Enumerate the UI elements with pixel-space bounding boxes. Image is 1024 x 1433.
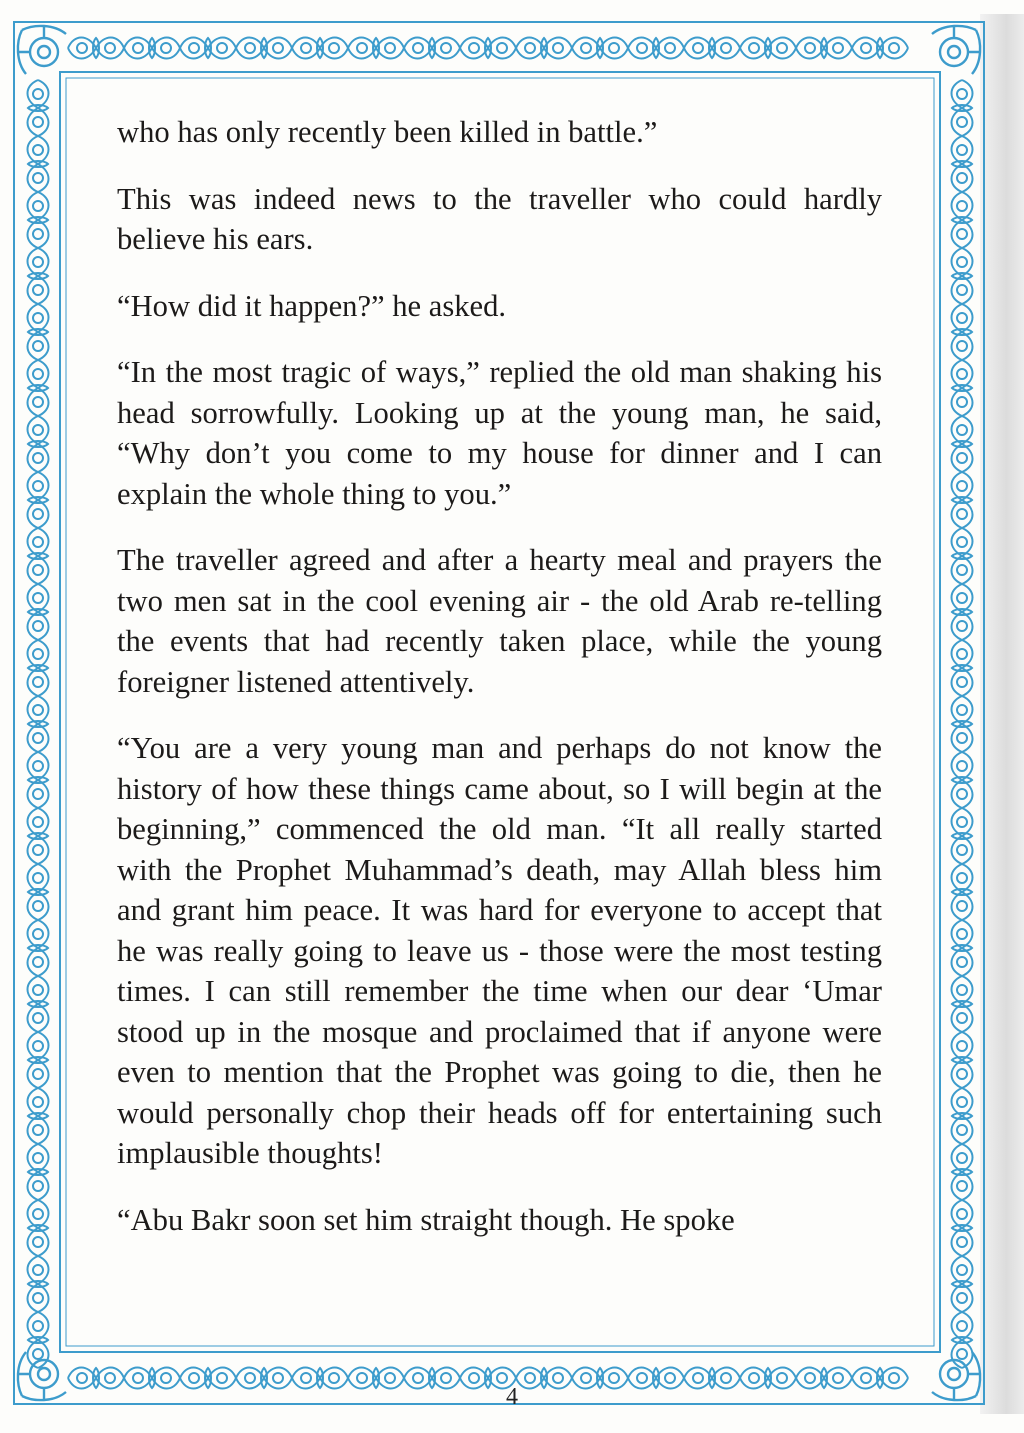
paragraph-5: The traveller agreed and after a hearty meal and prayers the two men sat in the cool evening air - the old Arab re-telling the events that had recently taken place, while the young foreigner listened attentively.	[117, 543, 882, 699]
paragraph-7: “Abu Bakr soon set him straight though. He spoke	[117, 1202, 735, 1237]
paragraph-4: “In the most tragic of ways,” replied the old man shaking his head sorrowfully. Looking up at the young man, he said, “Why don’t you come to my house for dinner and I can explain the whole thing to you.”	[117, 355, 882, 511]
paragraph-2: This was indeed news to the traveller who could hardly believe his ears.	[117, 181, 882, 256]
page-body-text	[117, 112, 882, 1266]
paragraph-3: “How did it happen?” he asked.	[117, 288, 507, 323]
page-number: 4	[506, 1384, 518, 1410]
paragraph-1: who has only recently been killed in battle.”	[117, 115, 658, 149]
paragraph-6: “You are a very young man and perhaps do not know the history of how these things came about, so I will begin at the beginning,” commenced the old man. “It all really started with the Prophet Muhammad’s death, may Allah bless him and grant him peace. It was hard for everyone to accept that he was really going to leave us - those were the most testing times. I can still remember the time when our dear ‘Umar stood up in the mosque and proclaimed that if anyone were even to mention that the Prophet was going to die, then he would personally chop their heads off for entertaining such implausible thoughts!	[117, 731, 882, 1170]
